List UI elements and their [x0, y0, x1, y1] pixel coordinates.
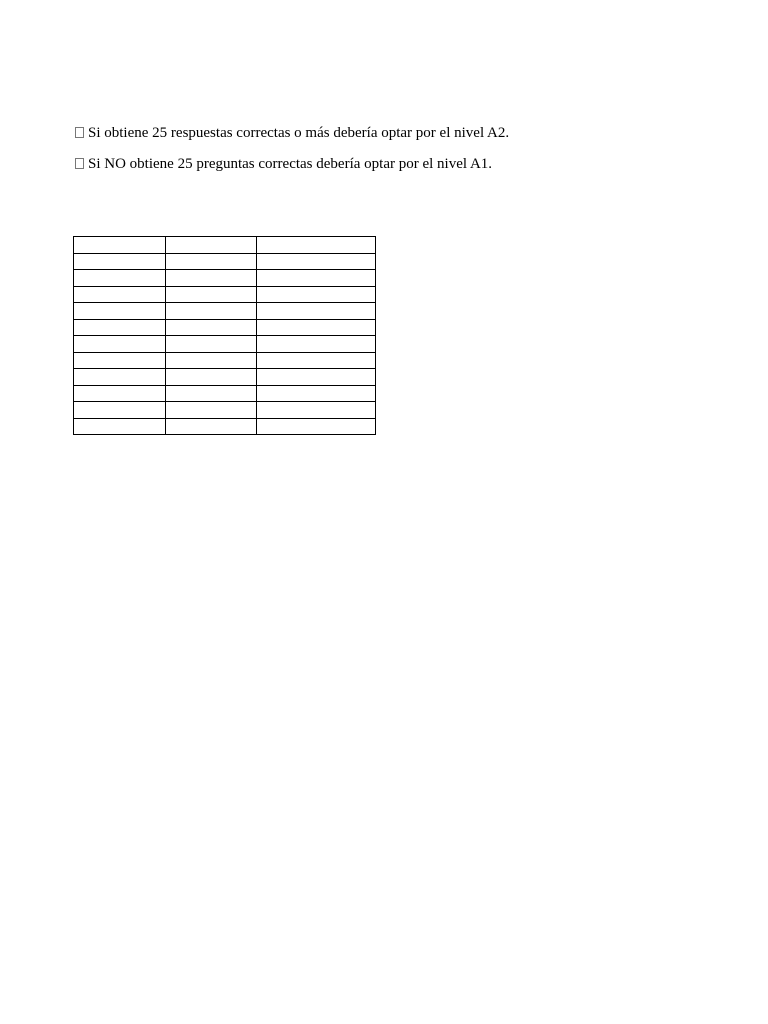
table-cell [257, 237, 376, 254]
table-row [74, 319, 376, 336]
table-cell [74, 303, 166, 320]
table-cell [257, 369, 376, 386]
table-cell [166, 385, 257, 402]
table-cell [74, 270, 166, 287]
table-row [74, 253, 376, 270]
table-cell [166, 352, 257, 369]
bullet-text-a1: Si NO obtiene 25 preguntas correctas debería optar por el nivel A1. [88, 156, 493, 172]
table-cell [166, 286, 257, 303]
table-cell [74, 237, 166, 254]
table-row [74, 303, 376, 320]
bullet-item-a2 [75, 124, 509, 142]
table-cell [166, 303, 257, 320]
table-cell [166, 369, 257, 386]
table-cell [74, 286, 166, 303]
empty-table [73, 236, 376, 435]
table-cell [166, 237, 257, 254]
table-cell [257, 270, 376, 287]
table-row [74, 237, 376, 254]
table-cell [74, 352, 166, 369]
table-row [74, 270, 376, 287]
table-cell [166, 418, 257, 435]
table-cell [257, 303, 376, 320]
table-cell [166, 402, 257, 419]
table-row [74, 336, 376, 353]
table-cell [166, 253, 257, 270]
missing-glyph-bullet-icon [75, 127, 84, 138]
table-row [74, 369, 376, 386]
table-row [74, 385, 376, 402]
table-cell [257, 336, 376, 353]
table-cell [166, 319, 257, 336]
table-cell [74, 319, 166, 336]
table-cell [74, 418, 166, 435]
bullet-text-a2: Si obtiene 25 respuestas correctas o más debería optar por el nivel A2. [88, 125, 510, 141]
table-cell [257, 286, 376, 303]
table-cell [166, 270, 257, 287]
missing-glyph-bullet-icon [75, 158, 84, 169]
table-cell [74, 402, 166, 419]
table-row [74, 402, 376, 419]
table-cell [74, 369, 166, 386]
table-cell [257, 418, 376, 435]
table-cell [257, 352, 376, 369]
table-cell [74, 336, 166, 353]
table-row [74, 286, 376, 303]
table-cell [257, 402, 376, 419]
table-row [74, 352, 376, 369]
table-body [74, 237, 376, 435]
bullet-item-a1 [75, 155, 492, 173]
table-row [74, 418, 376, 435]
table-cell [74, 385, 166, 402]
table-cell [166, 336, 257, 353]
table-cell [257, 253, 376, 270]
table-cell [257, 319, 376, 336]
table-cell [74, 253, 166, 270]
table-cell [257, 385, 376, 402]
